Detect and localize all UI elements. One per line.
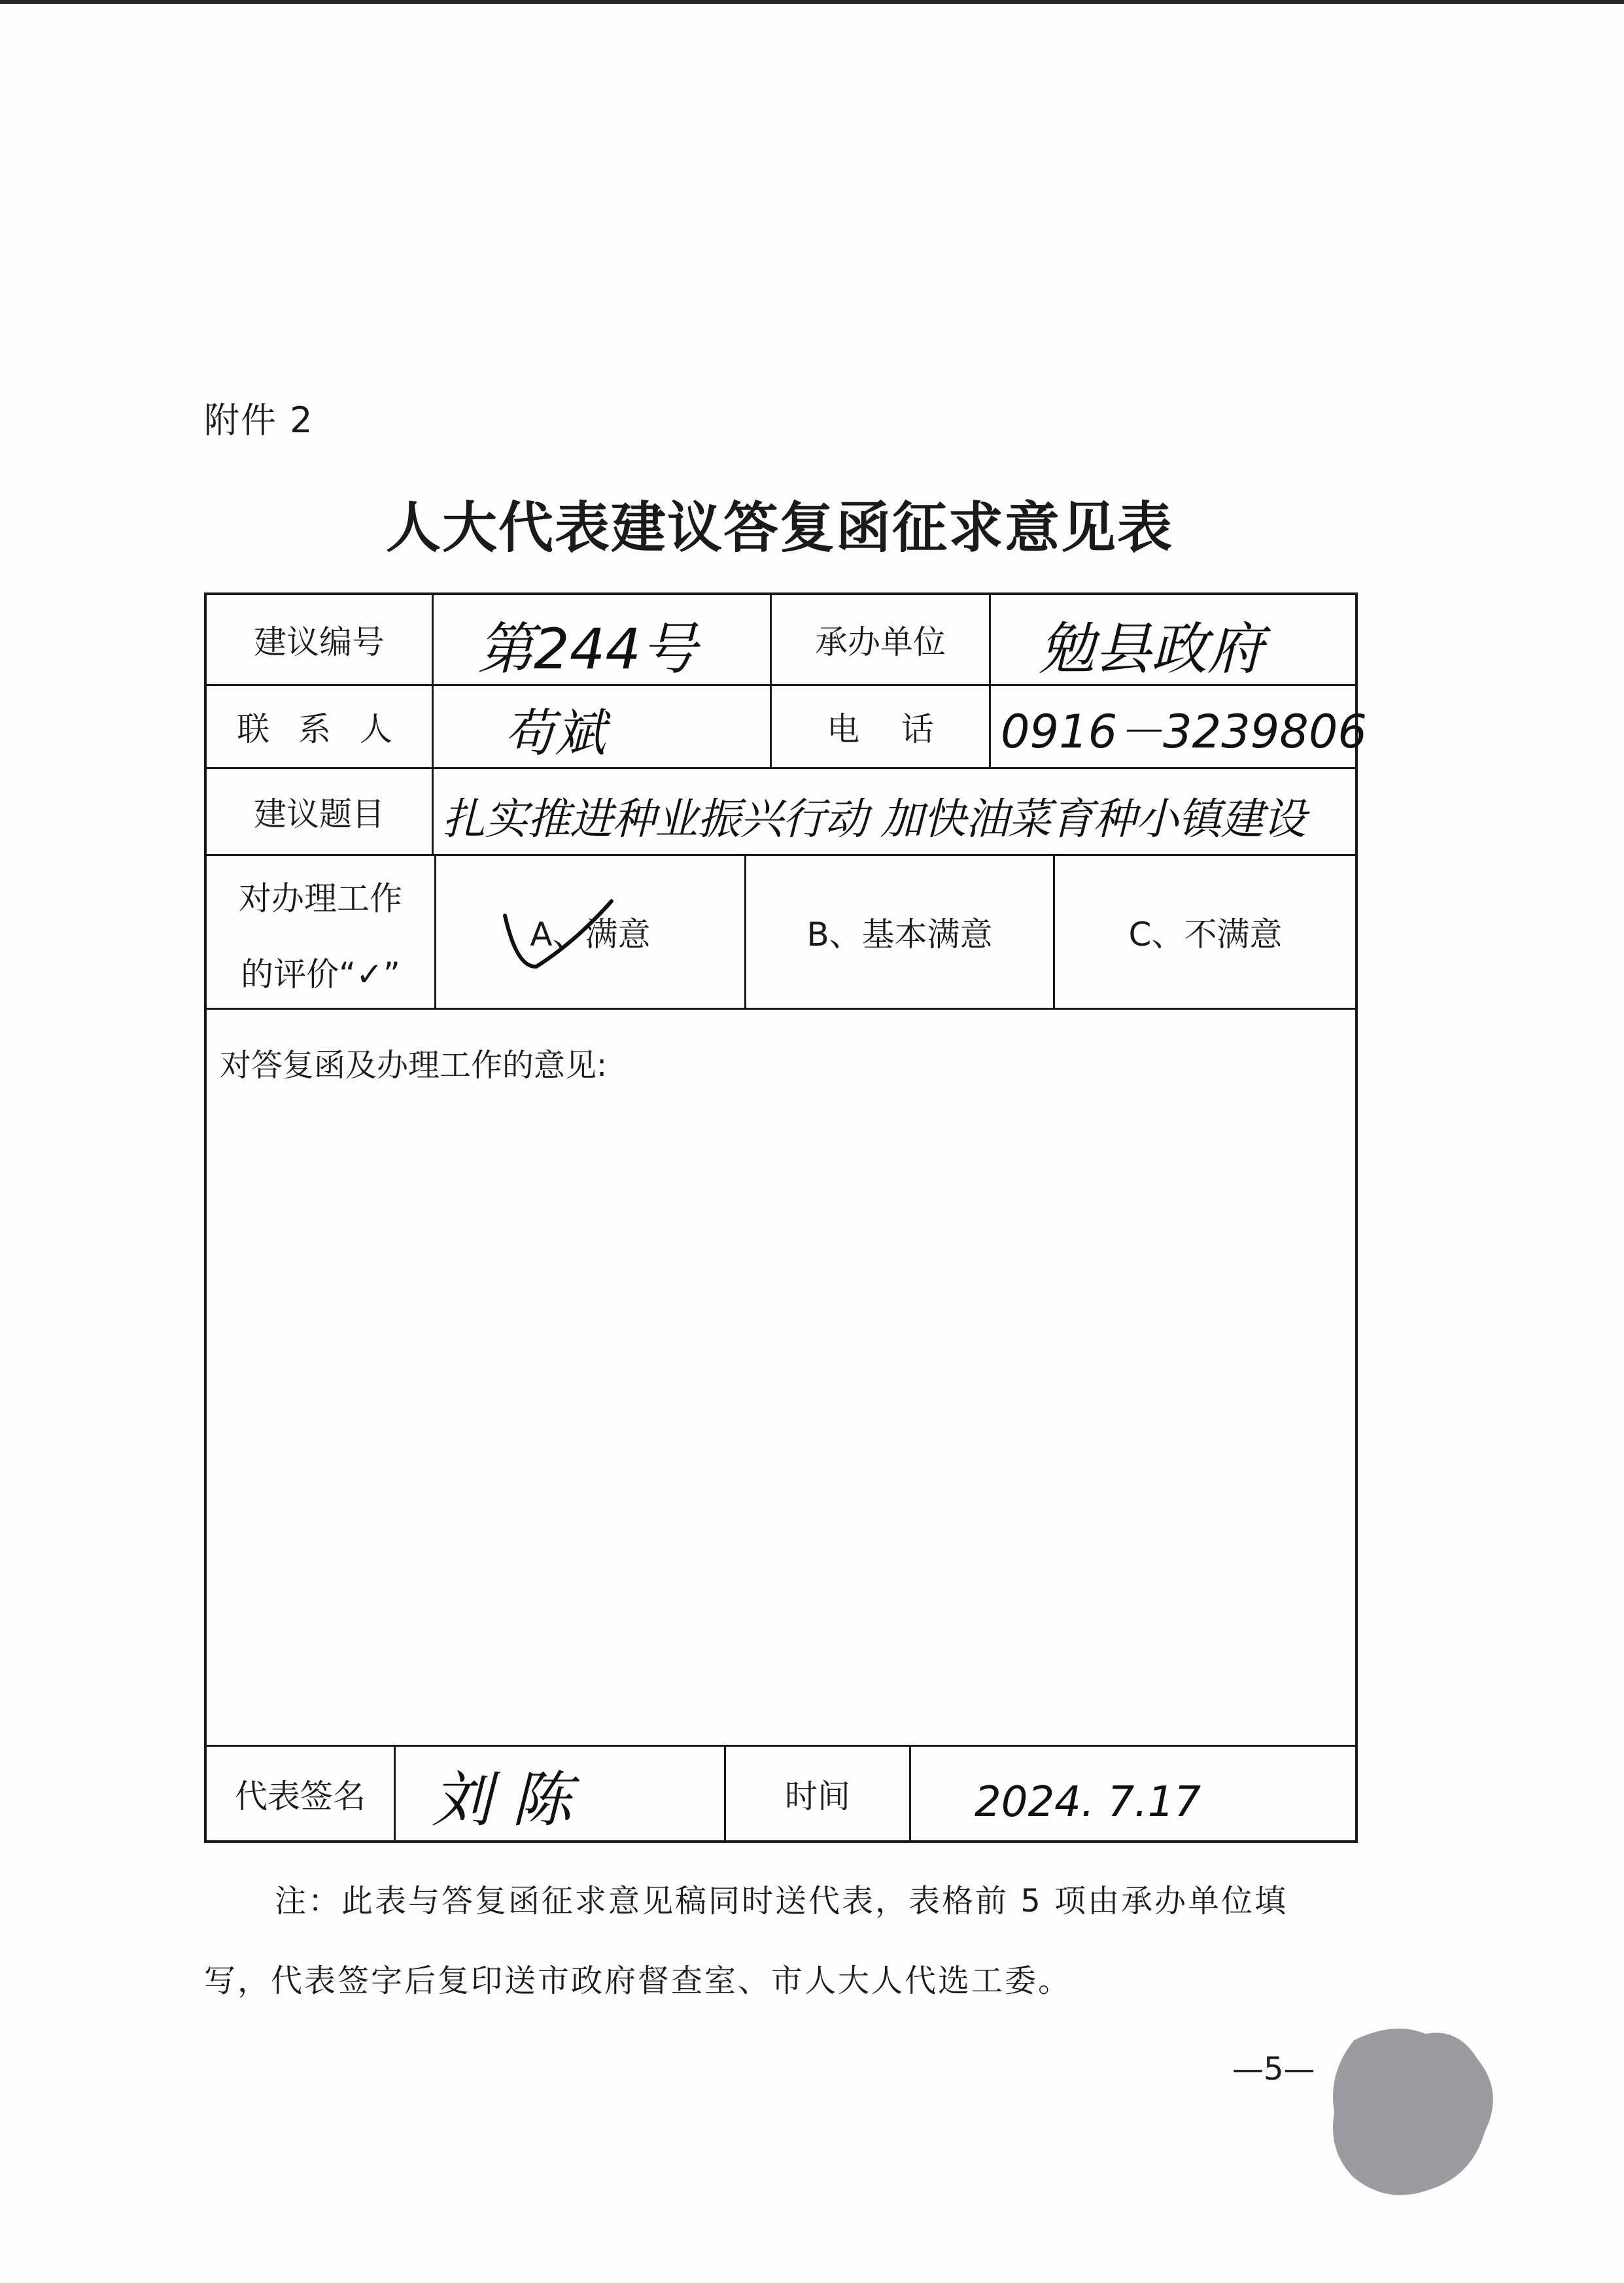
scan-top-edge — [0, 0, 1624, 4]
note-line-2: 写，代表签字后复印送市政府督查室、市人大人代选工委。 — [204, 1963, 1072, 1999]
evaluation-label-line2: 的评价“✓” — [241, 955, 400, 993]
topic-value: 扎实推进种业振兴行动 加快油菜育种小镇建设 — [442, 793, 1305, 844]
column-divider — [909, 1745, 911, 1843]
page-number: —5— — [1232, 2051, 1315, 2087]
handling-unit-value: 勉县政府 — [1039, 617, 1264, 682]
opinion-label: 对答复函及办理工作的意见: — [220, 1047, 608, 1084]
signature-label: 代表签名 — [235, 1777, 366, 1815]
evaluation-label-line1: 对办理工作 — [239, 880, 402, 918]
option-a-satisfied[interactable]: A、满意 — [530, 916, 651, 953]
option-b-basically-satisfied[interactable]: B、基本满意 — [806, 916, 993, 953]
suggestion-number-value: 第244号 — [477, 617, 698, 682]
suggestion-number-label: 建议编号 — [254, 623, 385, 661]
column-divider — [989, 592, 991, 767]
check-mark-icon — [497, 896, 667, 981]
contact-value: 苟斌 — [504, 704, 606, 763]
phone-label: 电 话 — [827, 710, 934, 748]
option-c-unsatisfied[interactable]: C、不满意 — [1128, 916, 1283, 953]
contact-label: 联 系 人 — [237, 710, 402, 748]
attachment-label: 附件 2 — [204, 400, 314, 441]
time-value: 2024. 7.17 — [975, 1778, 1201, 1827]
handling-unit-label: 承办单位 — [815, 623, 946, 661]
document-title: 人大代表建议答复函征求意见表 — [386, 496, 1174, 560]
stamp-smudge-icon — [1315, 2014, 1511, 2210]
phone-value: 0916－3239806 — [1001, 704, 1367, 759]
column-divider — [394, 1745, 396, 1843]
representative-signature: 刘陈 — [432, 1765, 592, 1835]
topic-label: 建议题目 — [254, 795, 385, 833]
row-divider — [204, 1008, 1358, 1010]
time-label: 时间 — [785, 1777, 850, 1815]
column-divider — [432, 592, 434, 854]
note-line-1: 注：此表与答复函征求意见稿同时送代表，表格前 5 项由承办单位填 — [275, 1883, 1288, 1919]
